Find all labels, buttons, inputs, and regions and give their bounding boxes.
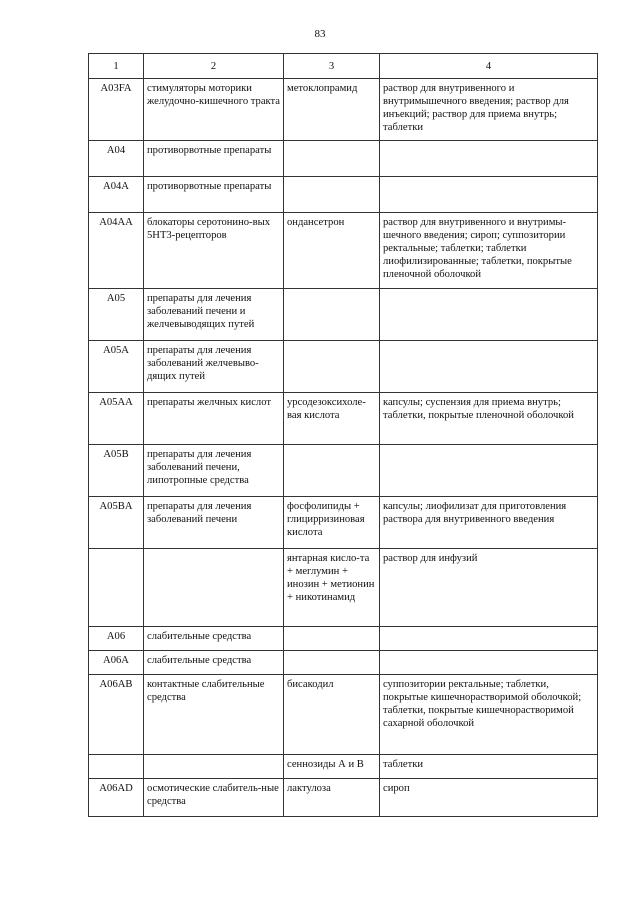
drug-name: сеннозиды А и В [284, 755, 380, 779]
table-header-row [89, 54, 598, 79]
dosage-form: капсулы; суспензия для приема внутрь; таблетки, покрытые пленочной оболочкой [380, 393, 598, 445]
atc-code [89, 549, 144, 627]
table-row [89, 393, 598, 445]
pharm-group: контактные слабительные средства [144, 675, 284, 755]
dosage-form [380, 341, 598, 393]
atc-code: A05 [89, 289, 144, 341]
table-row [89, 177, 598, 213]
drug-name: янтарная кисло-та + меглумин + инозин + метионин + никотинамид [284, 549, 380, 627]
drug-name: бисакодил [284, 675, 380, 755]
dosage-form: раствор для внутривенного и внутримы-шечного введения; сироп; суппозитории ректальные; таблетки; таблетки лиофилизированные; таблетки, покрытые пленочной оболочкой [380, 213, 598, 289]
table-row [89, 141, 598, 177]
dosage-form [380, 627, 598, 651]
drug-name [284, 141, 380, 177]
dosage-form: сироп [380, 779, 598, 817]
drug-name [284, 651, 380, 675]
atc-code: A03FA [89, 79, 144, 141]
pharm-group [144, 755, 284, 779]
atc-code: A05B [89, 445, 144, 497]
pharm-group: препараты для лечения заболеваний печени, липотропные средства [144, 445, 284, 497]
atc-code: A06AD [89, 779, 144, 817]
table-row [89, 79, 598, 141]
drug-name [284, 289, 380, 341]
dosage-form: таблетки [380, 755, 598, 779]
dosage-form [380, 141, 598, 177]
table-row [89, 627, 598, 651]
drug-name [284, 177, 380, 213]
pharm-group: противорвотные препараты [144, 177, 284, 213]
pharm-group: препараты для лечения заболеваний печени и желчевыводящих путей [144, 289, 284, 341]
dosage-form: суппозитории ректальные; таблетки, покрытые кишечнорастворимой оболочкой; таблетки, покрытые кишечнорастворимой сахарной оболочкой [380, 675, 598, 755]
dosage-form [380, 289, 598, 341]
atc-code: A06 [89, 627, 144, 651]
table-row [89, 651, 598, 675]
atc-code: A05A [89, 341, 144, 393]
atc-code: A04 [89, 141, 144, 177]
atc-code: A04A [89, 177, 144, 213]
table-row [89, 675, 598, 755]
atc-code: A05AA [89, 393, 144, 445]
drug-name: урсодезоксихоле-вая кислота [284, 393, 380, 445]
dosage-form [380, 445, 598, 497]
table-row [89, 341, 598, 393]
pharm-group: препараты для лечения заболеваний желчевыво-дящих путей [144, 341, 284, 393]
pharm-group: противорвотные препараты [144, 141, 284, 177]
header-cell: 3 [284, 54, 380, 79]
atc-code [89, 755, 144, 779]
dosage-form: раствор для внутривенного и внутримышечного введения; раствор для инъекций; раствор для приема внутрь; таблетки [380, 79, 598, 141]
table-row [89, 779, 598, 817]
pharm-group: слабительные средства [144, 651, 284, 675]
drug-name: ондансетрон [284, 213, 380, 289]
page-number: 83 [314, 28, 326, 40]
drug-name [284, 341, 380, 393]
pharm-group: блокаторы серотонино-вых 5НТ3-рецепторов [144, 213, 284, 289]
drug-name: лактулоза [284, 779, 380, 817]
pharm-group: осмотические слабитель-ные средства [144, 779, 284, 817]
dosage-form [380, 651, 598, 675]
atc-code: A05BA [89, 497, 144, 549]
header-cell: 1 [89, 54, 144, 79]
table-row [89, 549, 598, 627]
header-cell: 2 [144, 54, 284, 79]
atc-code: A04AA [89, 213, 144, 289]
drug-name [284, 627, 380, 651]
drug-name: фосфолипиды + глицирризиновая кислота [284, 497, 380, 549]
dosage-form: капсулы; лиофилизат для приготовления раствора для внутривенного введения [380, 497, 598, 549]
table-row [89, 755, 598, 779]
dosage-form [380, 177, 598, 213]
atc-code: A06AB [89, 675, 144, 755]
table-row [89, 213, 598, 289]
pharm-group: стимуляторы моторики желудочно-кишечного тракта [144, 79, 284, 141]
pharm-group [144, 549, 284, 627]
atc-code: A06A [89, 651, 144, 675]
drug-name [284, 445, 380, 497]
table-row [89, 445, 598, 497]
drug-name: метоклопрамид [284, 79, 380, 141]
header-cell: 4 [380, 54, 598, 79]
dosage-form: раствор для инфузий [380, 549, 598, 627]
table-row [89, 497, 598, 549]
pharm-group: препараты для лечения заболеваний печени [144, 497, 284, 549]
drug-table [88, 53, 598, 817]
table-row [89, 289, 598, 341]
pharm-group: препараты желчных кислот [144, 393, 284, 445]
pharm-group: слабительные средства [144, 627, 284, 651]
